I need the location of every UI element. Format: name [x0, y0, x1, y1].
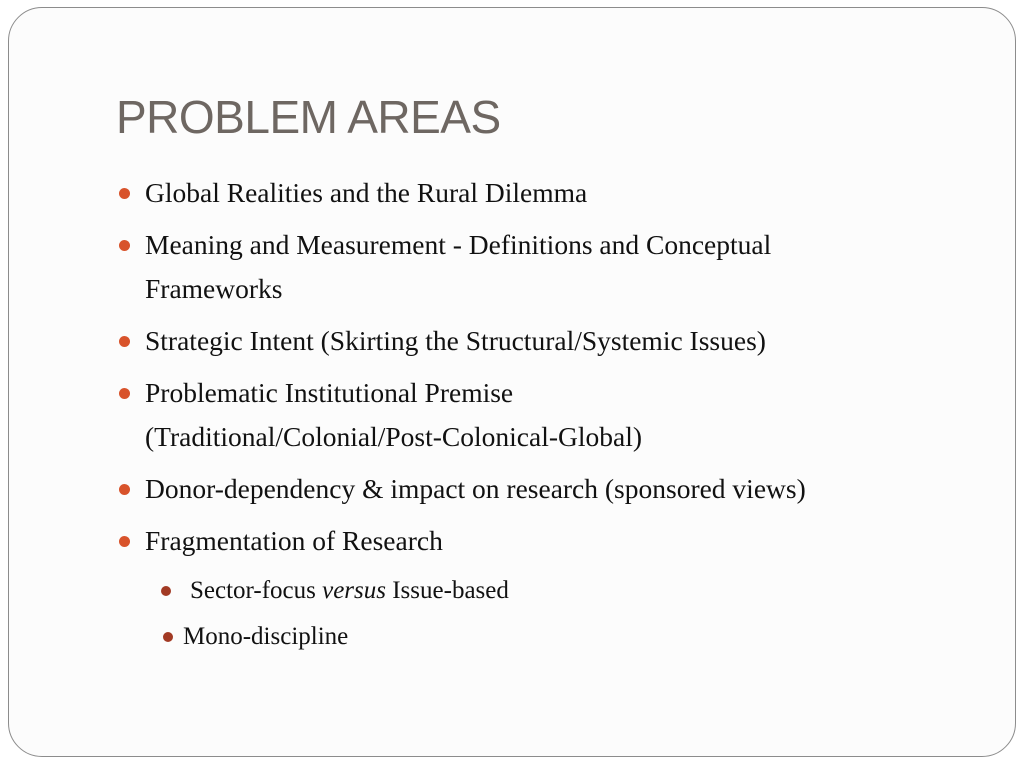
sub-bullet-text-italic: versus — [322, 577, 386, 604]
bullet-icon — [119, 536, 130, 547]
list-item — [117, 371, 977, 459]
list-item — [117, 223, 977, 311]
sub-bullet-icon — [163, 632, 173, 642]
bullet-text-line2: Frameworks — [145, 273, 283, 304]
list-item — [117, 319, 977, 363]
bullet-text: Fragmentation of Research — [145, 525, 443, 556]
slide-frame — [8, 7, 1016, 757]
slide-title: PROBLEM AREAS — [116, 91, 501, 143]
bullet-text: Donor-dependency & impact on research (sponsored views) — [145, 473, 806, 504]
list-item — [117, 467, 977, 511]
sub-bullet-text: Mono-discipline — [183, 623, 349, 650]
bullet-icon — [119, 484, 130, 495]
sub-bullet-text-after: Issue-based — [385, 577, 509, 604]
list-item — [117, 171, 977, 215]
list-item — [117, 519, 977, 563]
bullet-text: Strategic Intent (Skirting the Structural/Systemic Issues) — [145, 325, 766, 356]
sub-bullet-text-before: Sector-focus — [190, 577, 323, 604]
bullet-icon — [119, 336, 130, 347]
bullet-text-line2: (Traditional/Colonial/Post-Colonical-Global) — [145, 421, 643, 452]
bullet-icon — [119, 388, 130, 399]
bullet-text-line1: Problematic Institutional Premise — [145, 377, 514, 408]
bullet-icon — [119, 188, 130, 199]
bullet-text-line1: Meaning and Measurement - Definitions and Conceptual — [145, 229, 772, 260]
sub-bullet-icon — [161, 586, 171, 596]
bullet-text: Global Realities and the Rural Dilemma — [145, 177, 588, 208]
sub-list-item — [117, 571, 977, 611]
bullet-icon — [119, 240, 130, 251]
sub-list-item — [117, 617, 977, 657]
bullet-list — [117, 171, 977, 663]
